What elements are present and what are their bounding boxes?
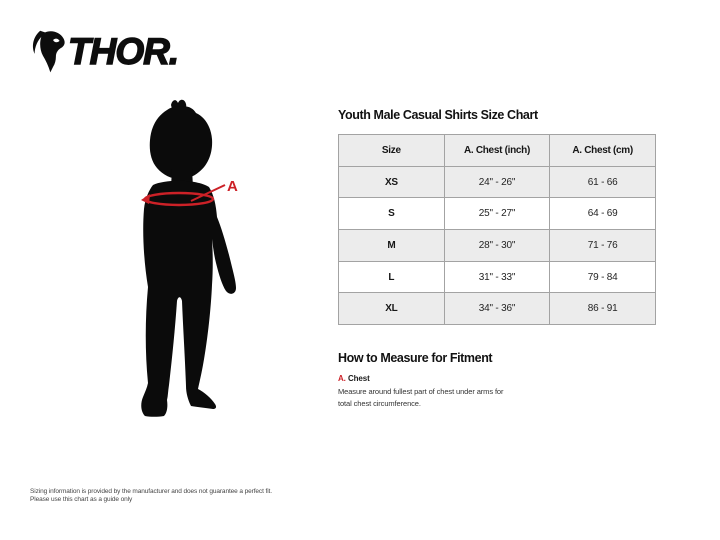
thor-logo-text: THOR. (68, 31, 179, 72)
disclaimer-line2: Please use this chart as a guide only (30, 495, 133, 503)
size-cell: L (339, 261, 445, 293)
disclaimer (30, 488, 272, 503)
table-row-xs (339, 166, 656, 198)
size-cell: S (339, 198, 445, 230)
child-head (150, 106, 212, 179)
size-chart-table (338, 134, 656, 325)
size-cell: XS (339, 166, 445, 198)
disclaimer-line1: Sizing information is provided by the manufacturer and does not guarantee a perfect fit. (30, 488, 272, 495)
table-row-l (339, 261, 656, 293)
thor-logo (30, 29, 178, 75)
thor-goat-icon (30, 29, 67, 75)
chest-inch-cell: 25" - 27" (444, 198, 550, 230)
chest-cm-cell: 79 - 84 (550, 261, 656, 293)
chest-measurement-label: A (227, 178, 238, 195)
child-body (141, 181, 236, 417)
measure-guide-title: How to Measure for Fitment (338, 351, 493, 365)
size-cell: M (339, 230, 445, 262)
size-cell: XL (339, 293, 445, 325)
chest-inch-cell: 28" - 30" (444, 230, 550, 262)
measure-item-name: Chest (347, 374, 370, 383)
table-row-xl (339, 293, 656, 325)
chest-inch-cell: 24" - 26" (444, 166, 550, 198)
chest-cm-cell: 64 - 69 (550, 198, 656, 230)
size-chart-title: Youth Male Casual Shirts Size Chart (338, 108, 538, 122)
table-header-row (339, 135, 656, 167)
chest-cm-cell: 61 - 66 (550, 166, 656, 198)
column-header-chest-cm: A. Chest (cm) (550, 135, 656, 167)
chest-inch-cell: 31" - 33" (444, 261, 550, 293)
measure-item-key: A. (338, 374, 346, 383)
chest-cm-cell: 86 - 91 (550, 293, 656, 325)
child-silhouette-figure (75, 95, 335, 425)
measure-item-description: Measure around fullest part of chest under arms for total chest circumference. (338, 387, 504, 408)
measure-item-chest (338, 374, 506, 383)
table-row-m (339, 230, 656, 262)
column-header-size: Size (339, 135, 445, 167)
chest-inch-cell: 34" - 36" (444, 293, 550, 325)
table-row-s (339, 198, 656, 230)
measure-guide (338, 351, 506, 409)
chest-cm-cell: 71 - 76 (550, 230, 656, 262)
column-header-chest-inch: A. Chest (inch) (444, 135, 550, 167)
